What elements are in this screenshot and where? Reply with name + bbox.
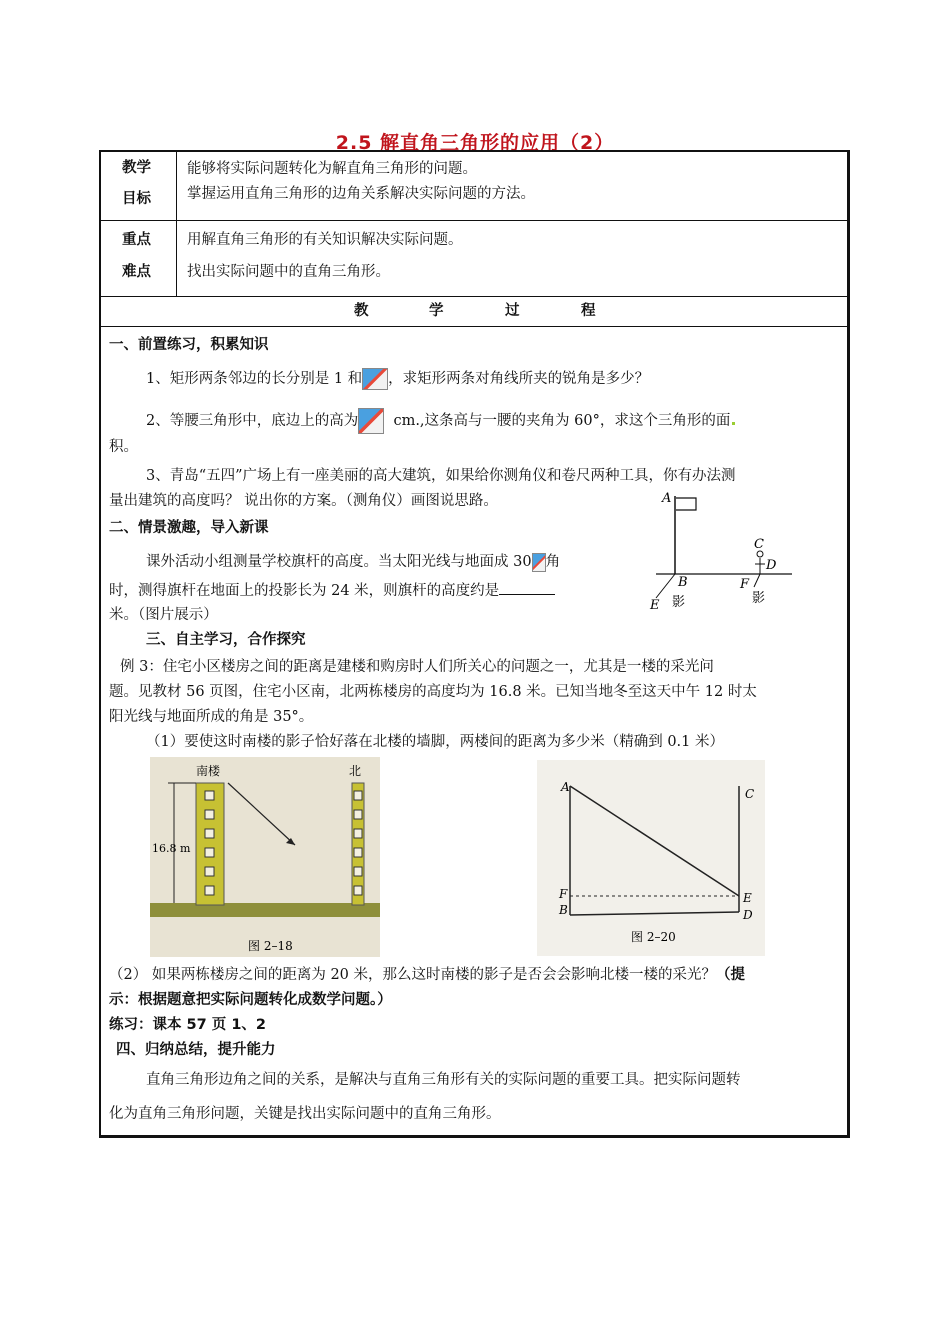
example-line-3: 阳光线与地面所成的角是 35°。 xyxy=(109,709,314,725)
formula-image xyxy=(532,553,546,572)
answer-blank xyxy=(499,580,555,595)
label-f: F xyxy=(740,577,750,592)
row-divider xyxy=(99,326,850,327)
person-shadow xyxy=(754,574,760,587)
section2-line-2 xyxy=(109,580,555,601)
question-1-text: ，求矩形两条对角线所夹的锐角是多少？ xyxy=(388,371,650,387)
section2-text: 角 xyxy=(545,554,561,570)
keypoints-label-1: 重点 xyxy=(122,232,151,248)
example-question-1: （1）要使这时南楼的影子恰好落在北楼的墙脚，两楼间的距离为多少米（精确到 0.1 米） xyxy=(146,734,725,750)
building-figure xyxy=(150,757,380,957)
process-header-char: 教 xyxy=(354,303,369,319)
figure-caption: 图 2–18 xyxy=(248,939,293,953)
question-2-text: 2、等腰三角形中，底边上的高为 xyxy=(146,413,359,429)
keypoint-line-1: 用解直角三角形的有关知识解决实际问题。 xyxy=(187,232,463,248)
label-c: C xyxy=(745,787,755,801)
summary-line-1: 直角三角形边角之间的关系，是解决与直角三角形有关的实际问题的重要工具。把实际问题转 xyxy=(146,1072,741,1088)
label-a: A xyxy=(662,491,672,506)
process-header-char: 过 xyxy=(505,303,520,319)
ground xyxy=(150,903,380,917)
label-b: B xyxy=(559,903,568,917)
objectives-label-2: 目标 xyxy=(122,191,151,207)
formula-image xyxy=(358,408,384,434)
keypoint-line-2: 找出实际问题中的直角三角形。 xyxy=(187,264,390,280)
section1-heading: 一、前置练习，积累知识 xyxy=(109,337,269,353)
example-line-1: 例 3：住宅小区楼房之间的距离是建楼和购房时人们所关心的问题之一，尤其是一楼的采光问 xyxy=(120,659,714,675)
label-c: C xyxy=(754,537,764,552)
column-divider xyxy=(176,151,177,297)
label-d: D xyxy=(743,908,753,922)
question-2-continued: 积。 xyxy=(109,439,138,455)
section2-line-1 xyxy=(146,552,560,572)
section2-text: 时，测得旗杆在地面上的投影长为 24 米，则旗杆的高度约是 xyxy=(109,583,500,599)
question-1-text: 1、矩形两条邻边的长分别是 1 和 xyxy=(146,371,363,387)
objectives-label-1: 教学 xyxy=(122,160,151,176)
figure-background xyxy=(537,760,765,956)
summary-line-2: 化为直角三角形问题，关键是找出实际问题中的直角三角形。 xyxy=(109,1106,501,1122)
objective-line-1: 能够将实际问题转化为解直角三角形的问题。 xyxy=(187,161,477,177)
north-building-label: 北 xyxy=(349,764,362,778)
section3-heading: 三、自主学习，合作探究 xyxy=(146,632,306,648)
question-2 xyxy=(146,408,735,434)
label-b: B xyxy=(678,575,688,590)
label-a: A xyxy=(561,780,570,794)
question-1 xyxy=(146,368,649,390)
example-line-2: 题。见教材 56 页图，住宅小区南，北两栋楼房的高度均为 16.8 米。已知当地冬至这天中午 12 时太 xyxy=(109,684,757,700)
triangle-figure xyxy=(537,760,765,956)
section2-heading: 二、情景激趣，导入新课 xyxy=(109,520,269,536)
practice-text: 练习：课本 57 页 1、2 xyxy=(109,1017,267,1033)
height-label: 16.8 m xyxy=(152,842,191,855)
label-f: F xyxy=(559,887,568,901)
figure-background xyxy=(150,757,380,957)
figure-caption: 图 2–20 xyxy=(631,930,676,944)
section2-line-3: 米。（图片展示） xyxy=(109,607,218,623)
question-2-text: cm.,这条高与一腰的夹角为 60°，求这个三角形的面 xyxy=(393,413,731,429)
hint-text: 示：根据题意把实际问题转化成数学问题。） xyxy=(109,992,392,1008)
process-header-char: 学 xyxy=(429,303,444,319)
hint-text: （提 xyxy=(716,967,745,983)
example-question-2 xyxy=(109,965,745,985)
keypoints-label-2: 难点 xyxy=(122,264,151,280)
question-3-line-1: 3、青岛“五四”广场上有一座美丽的高大建筑，如果给你测角仪和卷尺两种工具，你有办法测 xyxy=(146,468,736,484)
row-divider xyxy=(99,296,850,297)
section2-text: 课外活动小组测量学校旗杆的高度。当太阳光线与地面成 30 xyxy=(146,554,532,570)
section4-heading: 四、归纳总结，提升能力 xyxy=(116,1042,276,1058)
shadow-label: 影 xyxy=(672,595,686,610)
mark-dot xyxy=(732,422,735,425)
label-d: D xyxy=(766,558,777,573)
flagpole-figure xyxy=(640,488,800,618)
flag xyxy=(676,498,696,510)
formula-image xyxy=(362,368,388,390)
page-title: 2.5 解直角三角形的应用（2） xyxy=(335,132,615,154)
process-header-char: 程 xyxy=(581,303,596,319)
question-text: （2） 如果两栋楼房之间的距离为 20 米，那么这时南楼的影子是否会会影响北楼一楼的采光？ xyxy=(109,967,716,983)
question-3-line-2: 量出建筑的高度吗？ 说出你的方案。（测角仪）画图说思路。 xyxy=(109,493,498,509)
shadow-label: 影 xyxy=(752,591,766,606)
objective-line-2: 掌握运用直角三角形的边角关系解决实际问题的方法。 xyxy=(187,186,535,202)
label-e: E xyxy=(650,598,660,613)
practice-line xyxy=(109,1015,266,1035)
label-e: E xyxy=(743,891,752,905)
south-building-label: 南楼 xyxy=(196,764,221,778)
row-divider xyxy=(99,220,850,221)
